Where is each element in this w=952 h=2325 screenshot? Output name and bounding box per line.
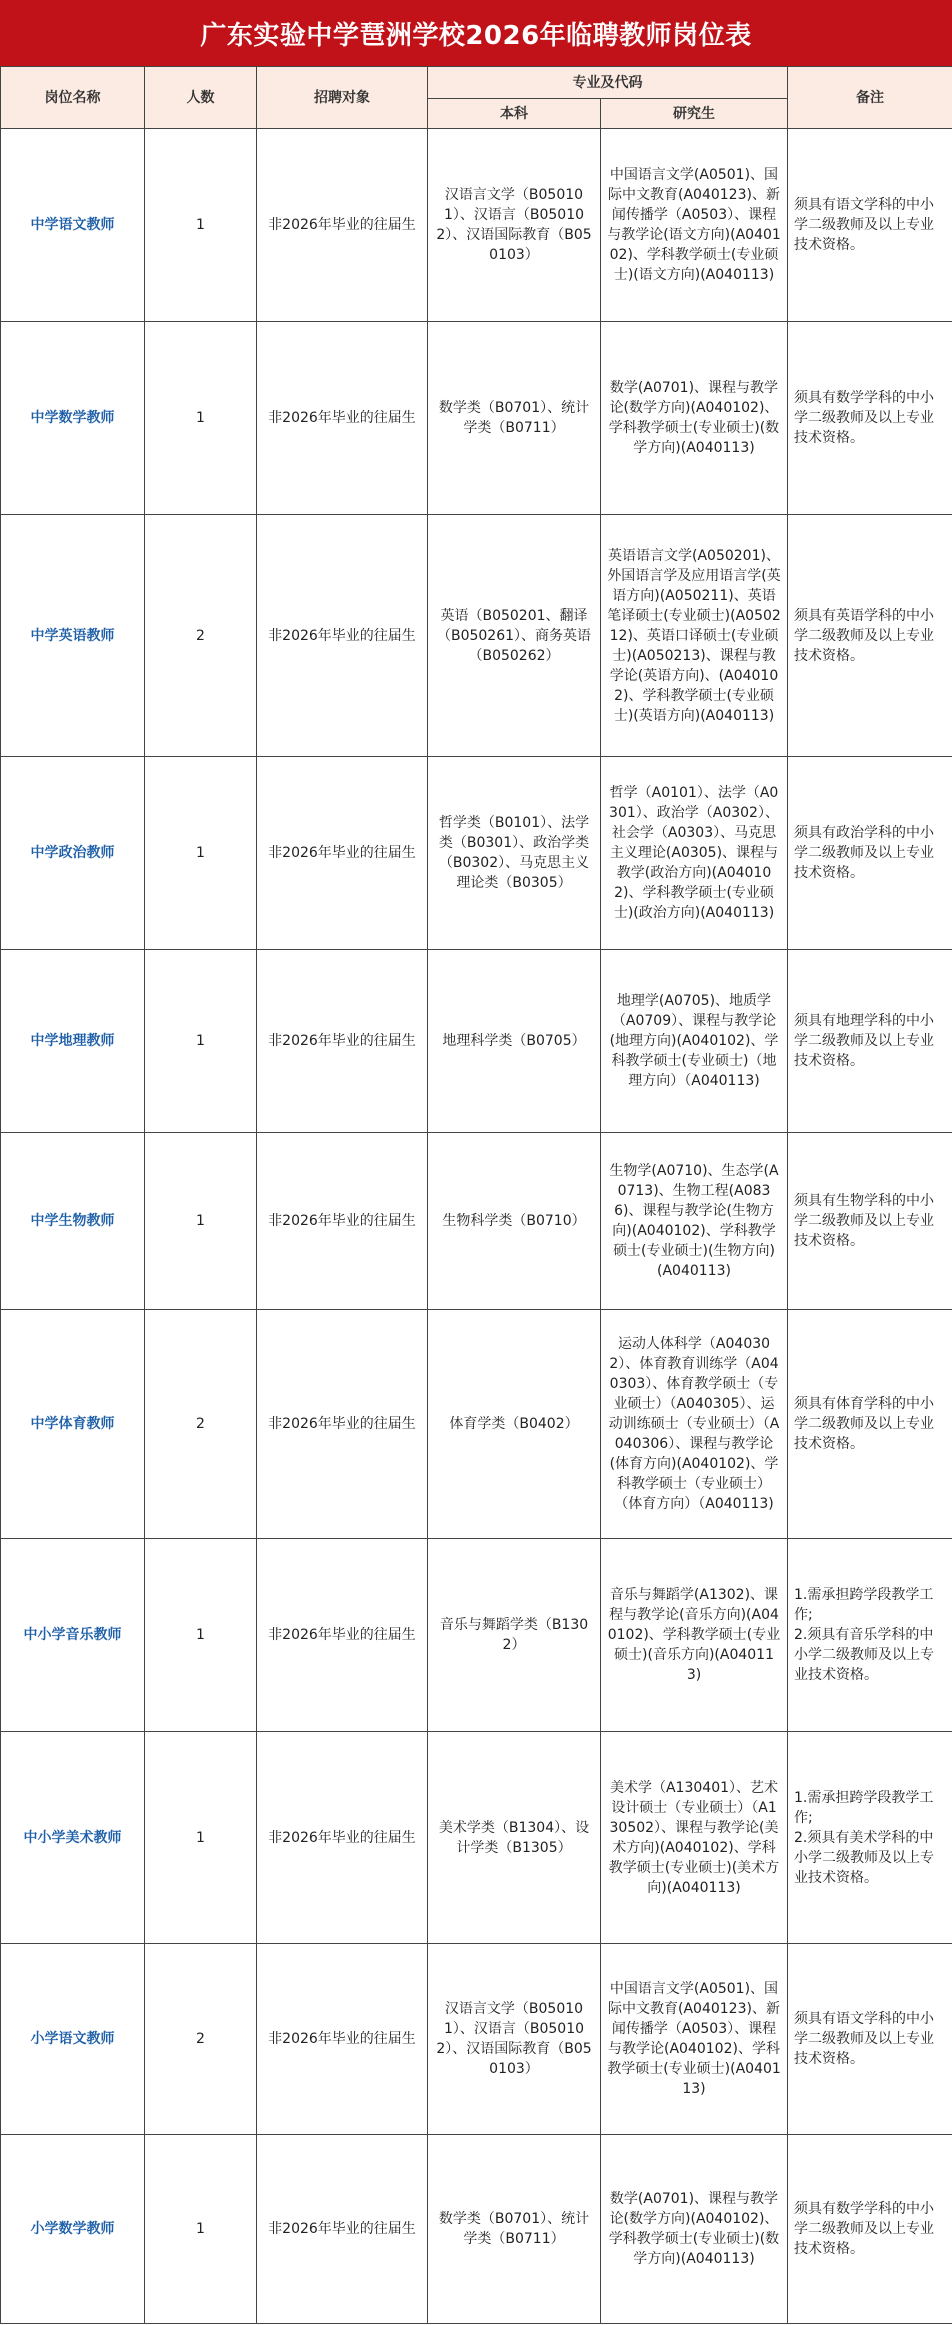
- table-header: [1, 67, 952, 129]
- header-target: 招聘对象: [257, 67, 428, 129]
- note: [788, 322, 952, 515]
- note-text: 须具有语文学科的中小学二级教师及以上专业技术资格。: [794, 197, 934, 253]
- recruit-target: 非2026年毕业的往届生: [257, 757, 428, 950]
- postgrad-majors: 音乐与舞蹈学(A1302)、课程与教学论(音乐方向)(A040102)、学科教学硕士(专业硕士)(音乐方向)(A040113): [601, 1539, 788, 1732]
- header-major-group: 专业及代码: [428, 67, 788, 99]
- page-title: 广东实验中学琶洲学校2026年临聘教师岗位表: [0, 0, 952, 66]
- note-text: 须具有数学学科的中小学二级教师及以上专业技术资格。: [794, 2201, 934, 2257]
- note-text: 须具有地理学科的中小学二级教师及以上专业技术资格。: [794, 1013, 934, 1069]
- position-name: 中学语文教师: [1, 129, 145, 322]
- postgrad-majors: 美术学（A130401）、艺术设计硕士（专业硕士）（A130502）、课程与教学论(美术方向)(A040102)、学科教学硕士(专业硕士)(美术方向)(A040113): [601, 1732, 788, 1944]
- recruit-target: 非2026年毕业的往届生: [257, 1539, 428, 1732]
- positions-table: [0, 66, 952, 2324]
- headcount: 2: [145, 1310, 257, 1539]
- recruit-target: 非2026年毕业的往届生: [257, 1133, 428, 1310]
- recruit-target: 非2026年毕业的往届生: [257, 129, 428, 322]
- undergrad-majors: 数学类（B0701）、统计学类（B0711）: [428, 322, 601, 515]
- table-row: [1, 1539, 952, 1732]
- recruit-target: 非2026年毕业的往届生: [257, 1732, 428, 1944]
- note-text: 1.需承担跨学段教学工作; 2.须具有美术学科的中小学二级教师及以上专业技术资格。: [794, 1789, 934, 1886]
- note: [788, 1133, 952, 1310]
- table-row: [1, 2135, 952, 2324]
- header-position: 岗位名称: [1, 67, 145, 129]
- position-name: 中学英语教师: [1, 515, 145, 757]
- undergrad-majors: 体育学类（B0402）: [428, 1310, 601, 1539]
- header-undergrad: 本科: [428, 99, 601, 129]
- table-row: [1, 950, 952, 1133]
- note: [788, 2135, 952, 2324]
- table-row: [1, 129, 952, 322]
- note: [788, 129, 952, 322]
- note-text: 须具有生物学科的中小学二级教师及以上专业技术资格。: [794, 1193, 934, 1249]
- headcount: 1: [145, 322, 257, 515]
- note-text: 须具有语文学科的中小学二级教师及以上专业技术资格。: [794, 2011, 934, 2067]
- table-row: [1, 1310, 952, 1539]
- table-row: [1, 1732, 952, 1944]
- undergrad-majors: 哲学类（B0101）、法学类（B0301）、政治学类（B0302）、马克思主义理论类（B0305）: [428, 757, 601, 950]
- position-name: 中小学音乐教师: [1, 1539, 145, 1732]
- headcount: 1: [145, 757, 257, 950]
- postgrad-majors: 英语语言文学(A050201)、外国语言学及应用语言学(英语方向)(A050211)、英语笔译硕士(专业硕士)(A050212)、英语口译硕士(专业硕士)(A050213)、课程与教学论(英语方向)、(A040102)、学科教学硕士(专业硕士)(英语方向)(A040113): [601, 515, 788, 757]
- recruit-target: 非2026年毕业的往届生: [257, 515, 428, 757]
- position-name: 小学数学教师: [1, 2135, 145, 2324]
- recruit-target: 非2026年毕业的往届生: [257, 2135, 428, 2324]
- position-name: 中学数学教师: [1, 322, 145, 515]
- postgrad-majors: 运动人体科学（A040302）、体育教育训练学（A040303）、体育教学硕士（专业硕士）（A040305）、运动训练硕士（专业硕士）（A040306）、课程与教学论(体育方向)(A040102)、学科教学硕士（专业硕士）（体育方向）（A040113): [601, 1310, 788, 1539]
- postgrad-majors: 生物学(A0710)、生态学(A0713)、生物工程(A0836)、课程与教学论(生物方向)(A040102)、学科教学硕士(专业硕士)(生物方向)(A040113): [601, 1133, 788, 1310]
- headcount: 1: [145, 129, 257, 322]
- table-row: [1, 1133, 952, 1310]
- note: [788, 1732, 952, 1944]
- postgrad-majors: 中国语言文学(A0501)、国际中文教育(A040123)、新闻传播学（A0503）、课程与教学论(语文方向)(A040102)、学科教学硕士(专业硕士)(语文方向)(A040113): [601, 129, 788, 322]
- position-name: 中学生物教师: [1, 1133, 145, 1310]
- undergrad-majors: 汉语言文学（B050101）、汉语言（B050102）、汉语国际教育（B050103）: [428, 129, 601, 322]
- position-name: 小学语文教师: [1, 1944, 145, 2135]
- note-text: 须具有数学学科的中小学二级教师及以上专业技术资格。: [794, 390, 934, 446]
- header-note: 备注: [788, 67, 952, 129]
- note: [788, 1539, 952, 1732]
- undergrad-majors: 地理科学类（B0705）: [428, 950, 601, 1133]
- header-count: 人数: [145, 67, 257, 129]
- headcount: 2: [145, 1944, 257, 2135]
- position-name: 中学地理教师: [1, 950, 145, 1133]
- headcount: 1: [145, 1539, 257, 1732]
- headcount: 1: [145, 1732, 257, 1944]
- note: [788, 950, 952, 1133]
- header-postgrad: 研究生: [601, 99, 788, 129]
- position-name: 中小学美术教师: [1, 1732, 145, 1944]
- table-row: [1, 757, 952, 950]
- recruit-target: 非2026年毕业的往届生: [257, 322, 428, 515]
- postgrad-majors: 数学(A0701)、课程与教学论(数学方向)(A040102)、学科教学硕士(专业硕士)(数学方向)(A040113): [601, 322, 788, 515]
- position-name: 中学政治教师: [1, 757, 145, 950]
- postgrad-majors: 中国语言文学(A0501)、国际中文教育(A040123)、新闻传播学（A0503）、课程与教学论(A040102)、学科教学硕士(专业硕士)(A040113): [601, 1944, 788, 2135]
- note-text: 1.需承担跨学段教学工作; 2.须具有音乐学科的中小学二级教师及以上专业技术资格。: [794, 1587, 934, 1683]
- note: [788, 1944, 952, 2135]
- undergrad-majors: 汉语言文学（B050101）、汉语言（B050102）、汉语国际教育（B050103）: [428, 1944, 601, 2135]
- headcount: 2: [145, 515, 257, 757]
- undergrad-majors: 数学类（B0701）、统计学类（B0711）: [428, 2135, 601, 2324]
- note-text: 须具有体育学科的中小学二级教师及以上专业技术资格。: [794, 1396, 934, 1452]
- recruit-target: 非2026年毕业的往届生: [257, 1944, 428, 2135]
- note: [788, 757, 952, 950]
- table-row: [1, 515, 952, 757]
- postgrad-majors: 地理学(A0705)、地质学（A0709）、课程与教学论(地理方向)(A040102)、学科教学硕士(专业硕士)（地理方向）（A040113): [601, 950, 788, 1133]
- undergrad-majors: 音乐与舞蹈学类（B1302）: [428, 1539, 601, 1732]
- position-name: 中学体育教师: [1, 1310, 145, 1539]
- undergrad-majors: 生物科学类（B0710）: [428, 1133, 601, 1310]
- undergrad-majors: 英语（B050201、翻译（B050261）、商务英语（B050262）: [428, 515, 601, 757]
- undergrad-majors: 美术学类（B1304）、设计学类（B1305）: [428, 1732, 601, 1944]
- table-row: [1, 1944, 952, 2135]
- table-body: [1, 129, 952, 2324]
- headcount: 1: [145, 950, 257, 1133]
- note: [788, 1310, 952, 1539]
- note-text: 须具有英语学科的中小学二级教师及以上专业技术资格。: [794, 607, 934, 664]
- table-row: [1, 322, 952, 515]
- postgrad-majors: 哲学（A0101）、法学（A0301）、政治学（A0302）、社会学（A0303）、马克思主义理论(A0305)、课程与教学(政治方向)(A040102)、学科教学硕士(专业硕士)(政治方向)(A040113): [601, 757, 788, 950]
- headcount: 1: [145, 2135, 257, 2324]
- headcount: 1: [145, 1133, 257, 1310]
- note: [788, 515, 952, 757]
- recruit-target: 非2026年毕业的往届生: [257, 1310, 428, 1539]
- postgrad-majors: 数学(A0701)、课程与教学论(数学方向)(A040102)、学科教学硕士(专业硕士)(数学方向)(A040113): [601, 2135, 788, 2324]
- recruit-target: 非2026年毕业的往届生: [257, 950, 428, 1133]
- note-text: 须具有政治学科的中小学二级教师及以上专业技术资格。: [794, 825, 934, 881]
